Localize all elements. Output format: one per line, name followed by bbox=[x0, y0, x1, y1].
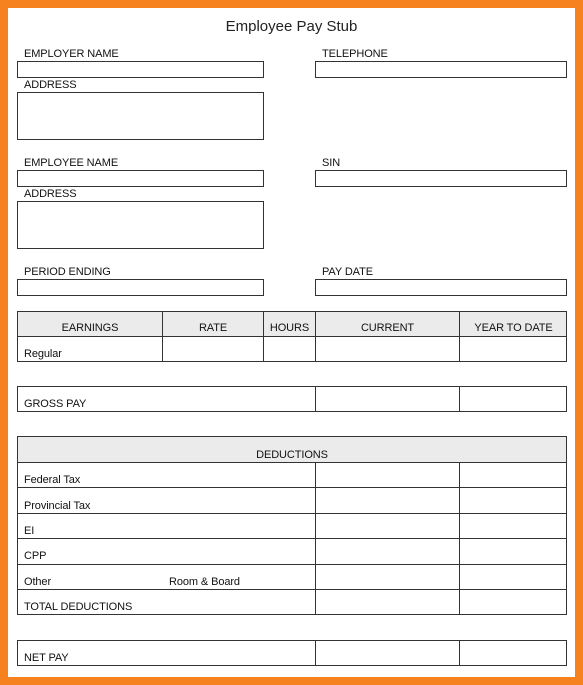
sin-label: SIN bbox=[322, 157, 341, 169]
employer-name-field[interactable] bbox=[17, 61, 264, 78]
earnings-header-divider bbox=[17, 336, 567, 337]
employer-address-label: ADDRESS bbox=[24, 79, 77, 91]
earnings-col-earnings: EARNINGS bbox=[61, 322, 119, 334]
federal-tax-label: Federal Tax bbox=[24, 474, 81, 486]
form-title: Employee Pay Stub bbox=[225, 18, 358, 35]
employee-name-field[interactable] bbox=[17, 170, 264, 187]
earnings-col-divider bbox=[459, 311, 460, 362]
employee-name-label: EMPLOYEE NAME bbox=[24, 157, 119, 169]
ei-label: EI bbox=[24, 525, 35, 537]
telephone-field[interactable] bbox=[315, 61, 567, 78]
cpp-label: CPP bbox=[24, 550, 47, 562]
other-label: Other bbox=[24, 576, 52, 588]
deductions-row-divider bbox=[17, 513, 567, 514]
provincial-tax-label: Provincial Tax bbox=[24, 500, 91, 512]
net-pay-col-divider bbox=[459, 640, 460, 666]
deductions-col-divider bbox=[459, 462, 460, 615]
deductions-row-divider bbox=[17, 462, 567, 463]
pay-date-label: PAY DATE bbox=[322, 266, 373, 278]
earnings-col-divider bbox=[315, 311, 316, 362]
total-deductions-label: TOTAL DEDUCTIONS bbox=[24, 601, 133, 613]
period-ending-field[interactable] bbox=[17, 279, 264, 296]
telephone-label: TELEPHONE bbox=[322, 48, 388, 60]
deductions-row-divider bbox=[17, 538, 567, 539]
earnings-col-current: CURRENT bbox=[360, 322, 415, 334]
earnings-col-rate: RATE bbox=[198, 322, 228, 334]
earnings-col-ytd: YEAR TO DATE bbox=[474, 322, 553, 334]
earnings-col-divider bbox=[162, 311, 163, 362]
gross-pay-label: GROSS PAY bbox=[24, 398, 87, 410]
net-pay-label: NET PAY bbox=[24, 652, 69, 664]
employer-address-field[interactable] bbox=[17, 92, 264, 140]
earnings-row-regular-label: Regular bbox=[24, 348, 62, 360]
net-pay-col-divider bbox=[315, 640, 316, 666]
period-ending-label: PERIOD ENDING bbox=[24, 266, 111, 278]
gross-pay-row bbox=[17, 386, 567, 412]
employee-address-label: ADDRESS bbox=[24, 188, 77, 200]
deductions-col-divider bbox=[315, 462, 316, 615]
deductions-row-divider bbox=[17, 589, 567, 590]
earnings-col-hours: HOURS bbox=[269, 322, 310, 334]
sin-field[interactable] bbox=[315, 170, 567, 187]
net-pay-row bbox=[17, 640, 567, 666]
pay-stub-sheet bbox=[8, 8, 575, 677]
room-and-board-note: Room & Board bbox=[169, 576, 240, 588]
employer-name-label: EMPLOYER NAME bbox=[24, 48, 119, 60]
pay-date-field[interactable] bbox=[315, 279, 567, 296]
deductions-row-divider bbox=[17, 487, 567, 488]
earnings-col-divider bbox=[263, 311, 264, 362]
deductions-header: DEDUCTIONS bbox=[256, 449, 328, 461]
deductions-row-divider bbox=[17, 564, 567, 565]
employee-address-field[interactable] bbox=[17, 201, 264, 249]
gross-pay-col-divider bbox=[459, 386, 460, 412]
gross-pay-col-divider bbox=[315, 386, 316, 412]
